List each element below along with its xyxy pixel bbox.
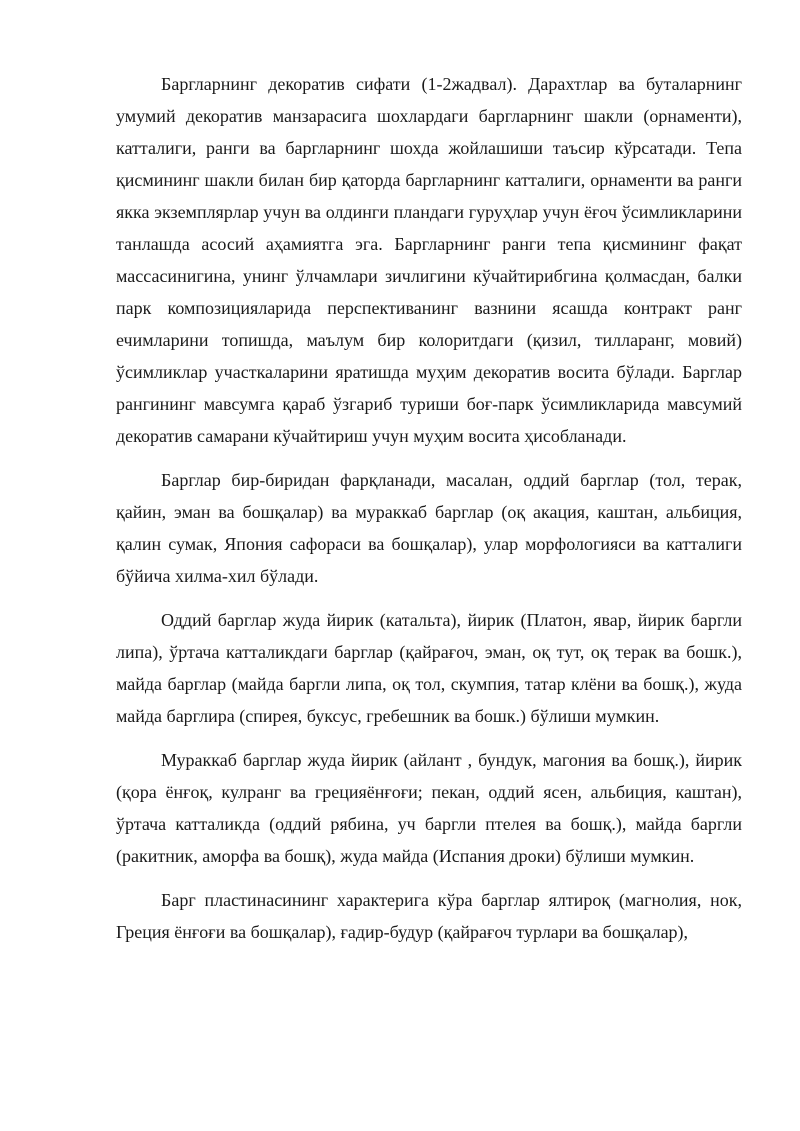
paragraph-simple-compound-leaves: Барглар бир-биридан фарқланади, масалан, оддий барглар (тол, терак, қайин, эман ва бошқалар) ва мураккаб барглар (оқ акация, каштан, альбиция, қалин сумак, Япония сафораси ва бошқалар), улар морфологияси ва катталиги бўйича хилма-хил бўлади. bbox=[116, 470, 742, 586]
paragraph-simple-leaf-sizes: Оддий барглар жуда йирик (катальта), йирик (Платон, явар, йирик баргли липа), ўртача катталикдаги барглар (қайрағоч, эман, оқ тут, оқ терак ва бошк.), майда барглар (майда баргли липа, оқ тол, скумпия, татар клёни ва бошқ.), жуда майда барглира (спирея, буксус, гребешник ва бошк.) бўлиши мумкин. bbox=[116, 610, 742, 726]
paragraph-leaf-decorative-qualities: Баргларнинг декоратив сифати (1-2жадвал). Дарахтлар ва буталарнинг умумий декоратив манзарасига шохлардаги баргларнинг шакли (орнаменти), катталиги, ранги ва баргларнинг шохда жойлашиши таъсир кўрсатади. Тепа қисмининг шакли билан бир қаторда баргларнинг катталиги, орнаменти ва ранги якка экземплярлар учун ва олдинги пландаги гуруҳлар учун ёғоч ўсимликларини танлашда асосий аҳамиятга эга. Баргларнинг ранги тепа қисмининг фақат массасинигина, унинг ўлчамлари зичлигини кўчайтирибгина қолмасдан, балки парк композицияларида перспективанинг вазнини ясашда контракт ранг ечимларини топишда, маълум бир колоритдаги (қизил, тилларанг, мовий) ўсимликлар участкаларини яратишда муҳим декоратив восита бўлади. Барглар рангининг мавсумга қараб ўзгариб туриши боғ-парк ўсимликларида мавсумий декоратив самарани кўчайтириш учун муҳим восита ҳисобланади. bbox=[116, 74, 742, 446]
paragraph-leaf-blade-character: Барг пластинасининг характерига кўра барглар ялтироқ (магнолия, нок, Греция ёнғоғи ва бошқалар), ғадир-будур (қайрағоч турлари ва бошқалар), bbox=[116, 890, 742, 942]
document-page bbox=[116, 68, 742, 960]
paragraph-compound-leaf-sizes: Мураккаб барглар жуда йирик (айлант , бундук, магония ва бошқ.), йирик (қора ёнғоқ, кулранг ва грецияёнғоғи; пекан, оддий ясен, альбиция, каштан), ўртача катталикда (оддий рябина, уч баргли птелея ва бошқ.), майда баргли (ракитник, аморфа ва бошқ), жуда майда (Испания дроки) бўлиши мумкин. bbox=[116, 750, 742, 866]
